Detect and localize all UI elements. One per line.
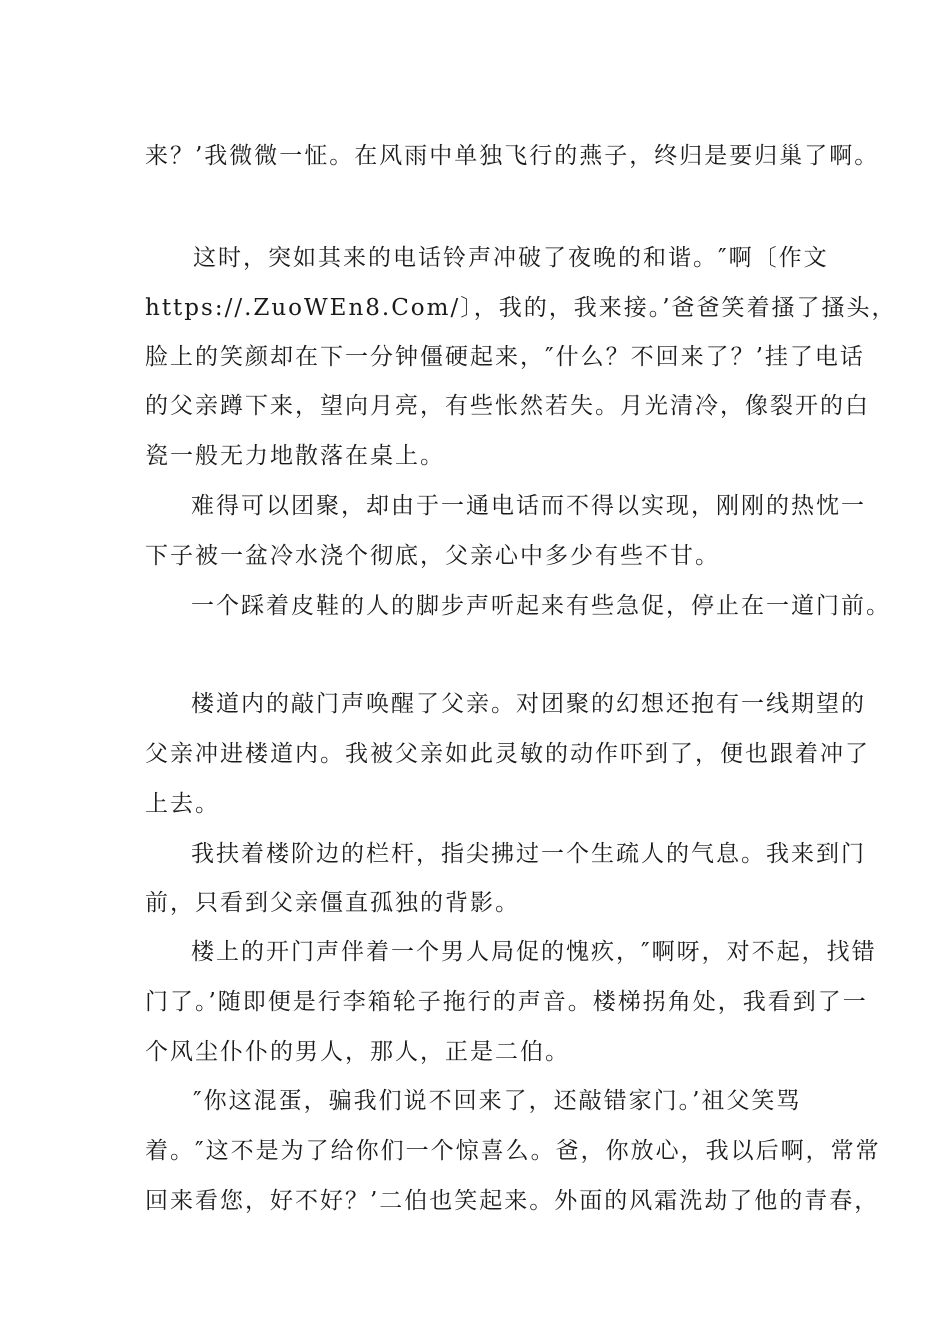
text-line: 个风尘仆仆的男人，那人，正是二伯。 (145, 1039, 570, 1065)
text-line: 父亲冲进楼道内。我被父亲如此灵敏的动作吓到了，便也跟着冲了 (145, 741, 870, 767)
text-line: 的父亲蹲下来，望向月亮，有些怅然若失。月光清冷，像裂开的白 (145, 393, 870, 419)
text-line: 楼上的开门声伴着一个男人局促的愧疚，″啊呀，对不起，找错 (191, 939, 877, 965)
text-line: 来？’我微微一怔。在风雨中单独飞行的燕子，终归是要归巢了啊。 (145, 143, 880, 169)
text-line: 楼道内的敲门声唤醒了父亲。对团聚的幻想还抱有一线期望的 (191, 691, 866, 717)
text-line: 脸上的笑颜却在下一分钟僵硬起来，″什么？不回来了？’挂了电话 (145, 344, 865, 370)
text-line: 这时，突如其来的电话铃声冲破了夜晚的和谐。″啊〔作文 (193, 245, 829, 271)
text-line: 门了。’随即便是行李箱轮子拖行的声音。楼梯拐角处，我看到了一 (145, 989, 868, 1015)
text-line: 我扶着楼阶边的栏杆，指尖拂过一个生疏人的气息。我来到门 (191, 841, 866, 867)
text-line: https://.ZuoWEn8.Com/〕，我的，我来接。’爸爸笑着搔了搔头， (145, 295, 897, 321)
text-line: 下子被一盆冷水浇个彻底，父亲心中多少有些不甘。 (145, 543, 720, 569)
text-line: 回来看您，好不好？’二伯也笑起来。外面的风霜洗劫了他的青春， (145, 1188, 880, 1214)
text-line: 上去。 (145, 791, 220, 817)
text-line: ″你这混蛋，骗我们说不回来了，还敲错家门。’祖父笑骂 (193, 1088, 802, 1114)
text-line: 一个踩着皮鞋的人的脚步声听起来有些急促，停止在一道门前。 (191, 593, 891, 619)
text-line: 难得可以团聚，却由于一通电话而不得以实现，刚刚的热忱一 (191, 493, 866, 519)
text-line: 瓷一般无力地散落在桌上。 (145, 443, 445, 469)
text-line: 前，只看到父亲僵直孤独的背影。 (145, 890, 520, 916)
text-line: 着。″这不是为了给你们一个惊喜么。爸，你放心，我以后啊，常常 (145, 1138, 881, 1164)
